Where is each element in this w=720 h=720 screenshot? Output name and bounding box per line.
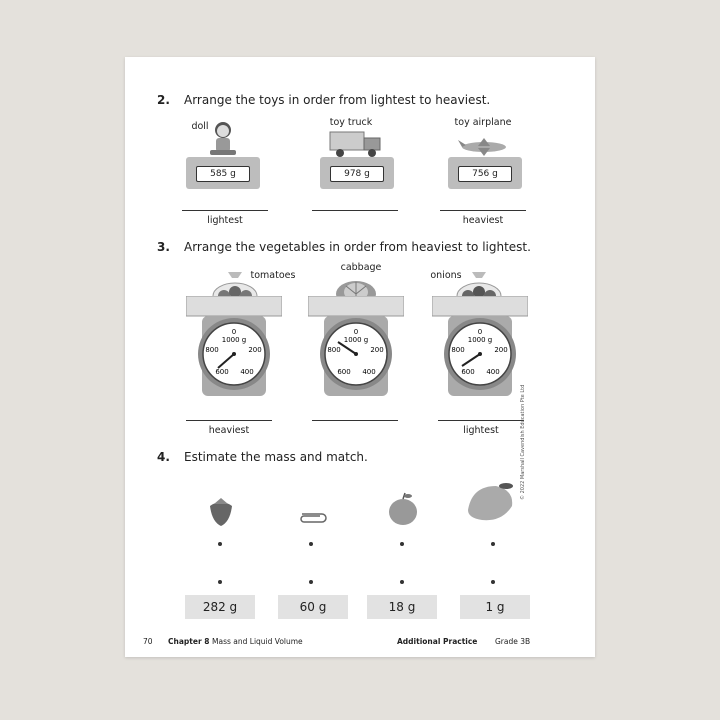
q2-item-label: doll xyxy=(191,121,209,132)
dial-tick-label: 1000 g xyxy=(221,336,247,344)
q4-number: 4. xyxy=(157,450,170,464)
q2-item-label: toy truck xyxy=(329,117,373,128)
dial-tick-label: 0 xyxy=(231,328,237,336)
dial-tick-label: 800 xyxy=(451,346,465,354)
answer-line[interactable] xyxy=(438,420,524,421)
q2-number: 2. xyxy=(157,93,170,107)
dial-scale xyxy=(308,296,404,400)
grade-label: Grade 3B xyxy=(495,637,531,646)
page-number: 70 xyxy=(143,637,153,646)
q3-text: Arrange the vegetables in order from heaviest to lightest. xyxy=(184,240,531,254)
strawberry-icon xyxy=(206,496,236,528)
answer-line[interactable] xyxy=(440,210,526,211)
dial-tick-label: 200 xyxy=(370,346,384,354)
dial-tick-label: 400 xyxy=(362,368,376,376)
mass-card[interactable]: 60 g xyxy=(278,595,348,619)
dial-tick-label: 0 xyxy=(477,328,483,336)
q3-item-label: cabbage xyxy=(340,262,382,273)
answer-label: heaviest xyxy=(462,215,504,226)
scale-reading: 756 g xyxy=(458,166,512,182)
dial-tick-label: 200 xyxy=(494,346,508,354)
dial-tick-label: 400 xyxy=(486,368,500,376)
dial-tick-label: 600 xyxy=(461,368,475,376)
chapter-title: Mass and Liquid Volume xyxy=(212,637,303,646)
q3-item-label: onions xyxy=(430,270,462,281)
mass-card[interactable]: 282 g xyxy=(185,595,255,619)
match-dot[interactable] xyxy=(218,580,222,584)
q3-item-label: tomatoes xyxy=(250,270,296,281)
match-dot[interactable] xyxy=(400,580,404,584)
scale-reading: 585 g xyxy=(196,166,250,182)
copyright-text: © 2022 Marshall Cavendish Education Pte Ltd xyxy=(520,384,526,500)
match-dot[interactable] xyxy=(491,542,495,546)
answer-label: lightest xyxy=(463,425,499,436)
mass-card[interactable]: 1 g xyxy=(460,595,530,619)
answer-line[interactable] xyxy=(312,210,398,211)
answer-label: lightest xyxy=(207,215,243,226)
truck-icon xyxy=(328,130,384,158)
dial-scale xyxy=(432,296,528,400)
answer-label: heaviest xyxy=(208,425,250,436)
dial-tick-label: 800 xyxy=(327,346,341,354)
apple-icon xyxy=(386,490,420,528)
dial-tick-label: 600 xyxy=(215,368,229,376)
q3-number: 3. xyxy=(157,240,170,254)
dial-tick-label: 0 xyxy=(353,328,359,336)
airplane-icon xyxy=(456,136,512,158)
q2-text: Arrange the toys in order from lightest to heaviest. xyxy=(184,93,491,107)
answer-line[interactable] xyxy=(182,210,268,211)
dial-tick-label: 200 xyxy=(248,346,262,354)
dial-tick-label: 1000 g xyxy=(467,336,493,344)
q2-item-label: toy airplane xyxy=(454,117,512,128)
dial-tick-label: 400 xyxy=(240,368,254,376)
q4-text: Estimate the mass and match. xyxy=(184,450,368,464)
match-dot[interactable] xyxy=(218,542,222,546)
paperclip-icon xyxy=(296,510,328,526)
scale-reading: 978 g xyxy=(330,166,384,182)
mass-card[interactable]: 18 g xyxy=(367,595,437,619)
book-title: Additional Practice xyxy=(397,637,478,646)
dial-tick-label: 1000 g xyxy=(343,336,369,344)
match-dot[interactable] xyxy=(400,542,404,546)
answer-line[interactable] xyxy=(312,420,398,421)
answer-line[interactable] xyxy=(186,420,272,421)
doll-icon xyxy=(206,118,240,158)
match-dot[interactable] xyxy=(309,580,313,584)
match-dot[interactable] xyxy=(309,542,313,546)
dial-tick-label: 600 xyxy=(337,368,351,376)
dial-scale xyxy=(186,296,282,400)
mango-icon xyxy=(462,476,518,526)
dial-tick-label: 800 xyxy=(205,346,219,354)
chapter-number: Chapter 8 xyxy=(168,637,210,646)
match-dot[interactable] xyxy=(491,580,495,584)
